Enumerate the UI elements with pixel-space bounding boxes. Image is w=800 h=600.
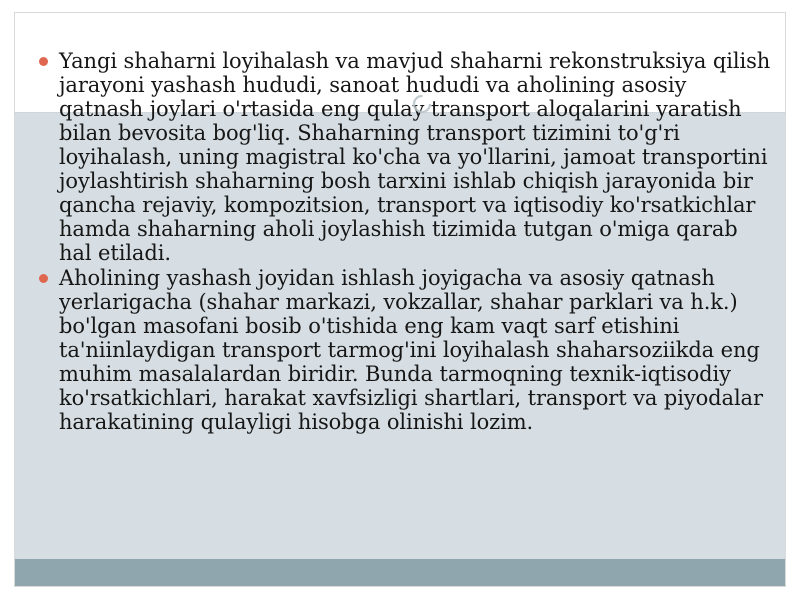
bullet-list: [37, 49, 772, 435]
bullet-text: Aholining yashash joyidan ishlash joyigacha va asosiy qatnash yerlarigacha (shahar markazi, vokzallar, shahar parklari va h.k.) bo'lgan masofani bosib o'tishida eng kam vaqt sarf etishini ta'niinlaydigan transport tarmog'ini loyihalash shaharsoziikda eng muhim masalalardan biridir. Bunda tarmoqning texnik-iqtisodiy ko'rsatkichlari, harakat xavfsizligi shartlari, transport va piyodalar harakatining qulayligi hisobga olinishi lozim.: [59, 266, 763, 434]
bullet-text: Yangi shaharni loyihalash va mavjud shaharni rekonstruksiya qilish jarayoni yashash hududi, sanoat hududi va aholining asosiy qatnash joylari o'rtasida eng qulay transport aloqalarini yaratish bilan bevosita bog'liq. Shaharning transport tizimini to'g'ri loyihalash, uning magistral ko'cha va yo'llarini, jamoat transportini joylashtirish shaharning bosh tarxini ishlab chiqish jarayonida bir qancha rejaviy, kompozitsion, transport va iqtisodiy ko'rsatkichlar hamda shaharning aholi joylashish tizimida tutgan o'miga qarab hal etiladi.: [59, 49, 771, 265]
bullet-dot-icon: [39, 57, 48, 66]
bullet-dot-icon: [39, 274, 48, 283]
slide: [14, 12, 786, 587]
bullet-item: [37, 266, 772, 434]
loading-spinner-icon: [411, 93, 433, 115]
bullet-item: [37, 49, 772, 265]
slide-footer-band: [15, 559, 785, 587]
